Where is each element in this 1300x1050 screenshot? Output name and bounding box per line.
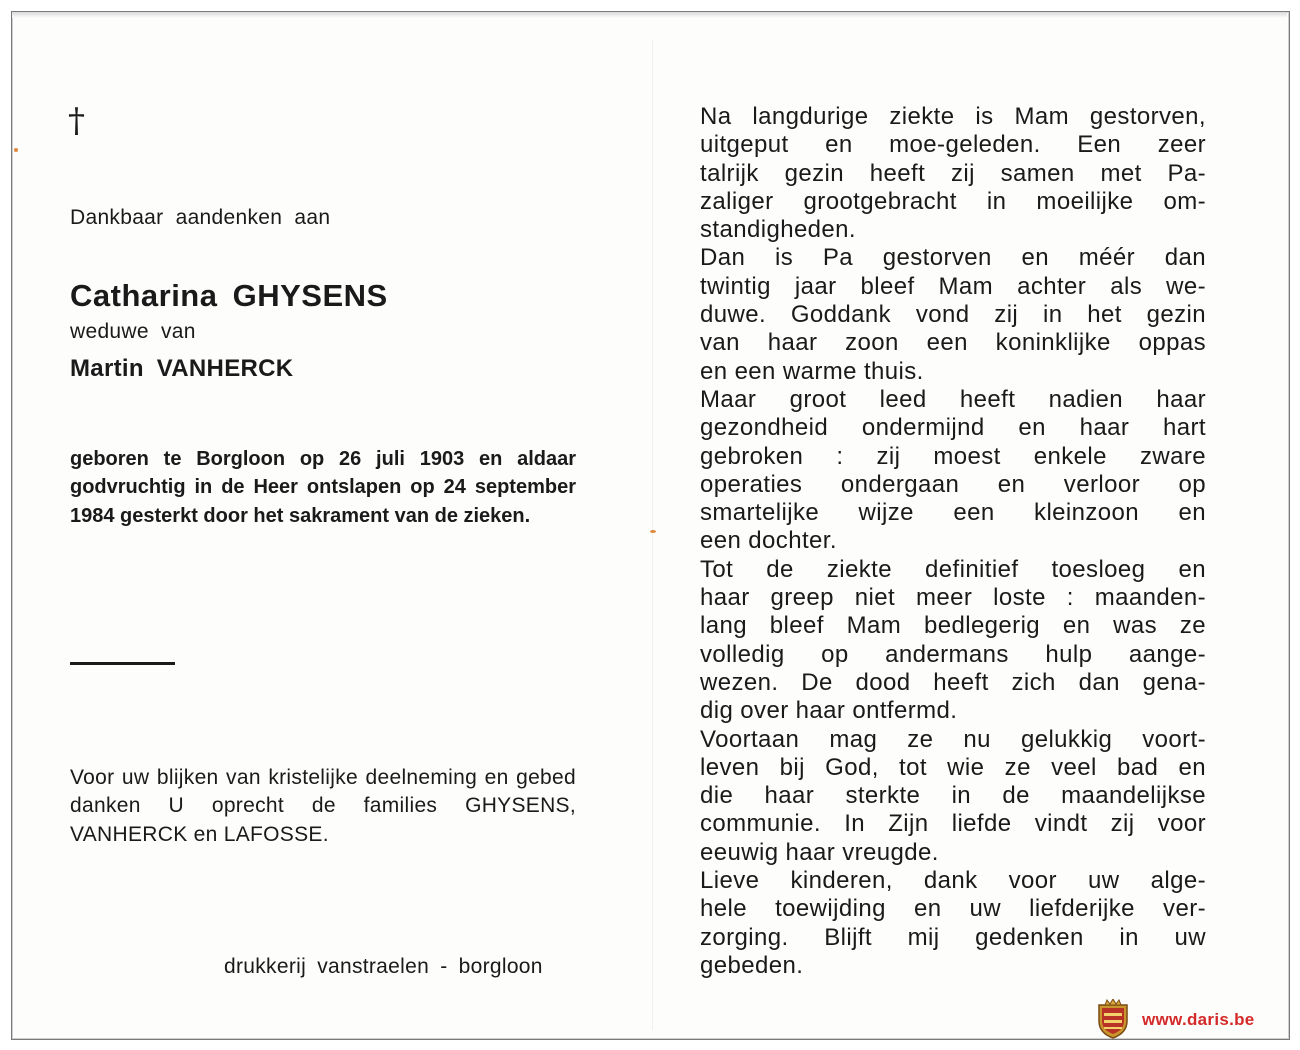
memorial-line: volledig op andermans hulp aange- (700, 640, 1206, 668)
thanks-text: Voor uw blijken van kristelijke deelneming en gebed danken U oprecht de families GHYSENS, VANHERCK en LAFOSSE. (70, 766, 576, 846)
memorial-line: wezen. De dood heeft zich dan gena- (700, 668, 1206, 696)
memorial-line: dig over haar ontfermd. (700, 697, 958, 725)
memorial-line: communie. In Zijn liefde vindt zij voor (700, 810, 1206, 838)
memorial-line: zorging. Blijft mij gedenken in uw (700, 923, 1206, 951)
memorial-line: Maar groot leed heeft nadien haar (700, 385, 1206, 413)
memorial-line: haar greep niet meer loste : maanden- (700, 584, 1206, 612)
memorial-text (700, 103, 1206, 980)
memorial-line: uitgeput en moe-geleden. Een zeer (700, 131, 1206, 159)
memorial-line: gebeden. (700, 951, 804, 979)
memorial-line: Voortaan mag ze nu gelukkig voort- (700, 725, 1206, 753)
coat-of-arms-icon (1096, 999, 1130, 1039)
watermark-site: www.daris.be (1142, 1010, 1255, 1029)
memorial-line: hele toewijding en uw liefderijke ver- (700, 895, 1206, 923)
memorial-line: standigheden. (700, 216, 856, 244)
widow-of-text: weduwe van (70, 320, 196, 343)
scan-edge-shadow (12, 12, 1287, 18)
memorial-line: duwe. Goddank vond zij in het gezin (700, 301, 1206, 329)
memorial-line: Na langdurige ziekte is Mam gestorven, (700, 103, 1206, 130)
memorial-line: een dochter. (700, 527, 837, 555)
memorial-line: van haar zoon een koninklijke oppas (700, 329, 1206, 357)
intro-text: Dankbaar aandenken aan (70, 206, 331, 229)
memorial-line: zaliger grootgebracht in moeilijke om- (700, 187, 1206, 215)
card-fold (652, 40, 653, 1030)
memorial-line: die haar sterkte in de maandelijkse (700, 782, 1206, 810)
stain-mark (14, 148, 18, 152)
stain-mark (650, 530, 656, 533)
memorial-line: Lieve kinderen, dank voor uw alge- (700, 867, 1206, 895)
deceased-name: Catharina GHYSENS (70, 278, 388, 313)
memorial-line: en een warme thuis. (700, 357, 924, 385)
memorial-line: talrijk gezin heeft zij samen met Pa- (700, 159, 1206, 187)
printer-credit: drukkerij vanstraelen - borgloon (224, 955, 543, 978)
memorial-line: Dan is Pa gestorven en méér dan (700, 244, 1206, 272)
divider-rule (70, 662, 175, 665)
memorial-line: operaties ondergaan en verloor op (700, 470, 1206, 498)
memorial-line: smartelijke wijze een kleinzoon en (700, 499, 1206, 527)
cross-icon: † (68, 101, 85, 141)
memorial-line: gebroken : zij moest enkele zware (700, 442, 1206, 470)
memorial-line: gezondheid ondermijnd en haar hart (700, 414, 1206, 442)
spouse-name: Martin VANHERCK (70, 355, 294, 382)
memorial-line: leven bij God, tot wie ze veel bad en (700, 753, 1206, 781)
memorial-line: lang bleef Mam bedlegerig en was ze (700, 612, 1206, 640)
memorial-line: twintig jaar bleef Mam achter als we- (700, 272, 1206, 300)
memorial-line: eeuwig haar vreugde. (700, 838, 939, 866)
memorial-line: Tot de ziekte definitief toesloeg en (700, 555, 1206, 583)
life-details: geboren te Borgloon op 26 juli 1903 en aldaar godvruchtig in de Heer ontslapen op 24 september 1984 gesterkt door het sakrament van de zieken. (70, 448, 576, 527)
